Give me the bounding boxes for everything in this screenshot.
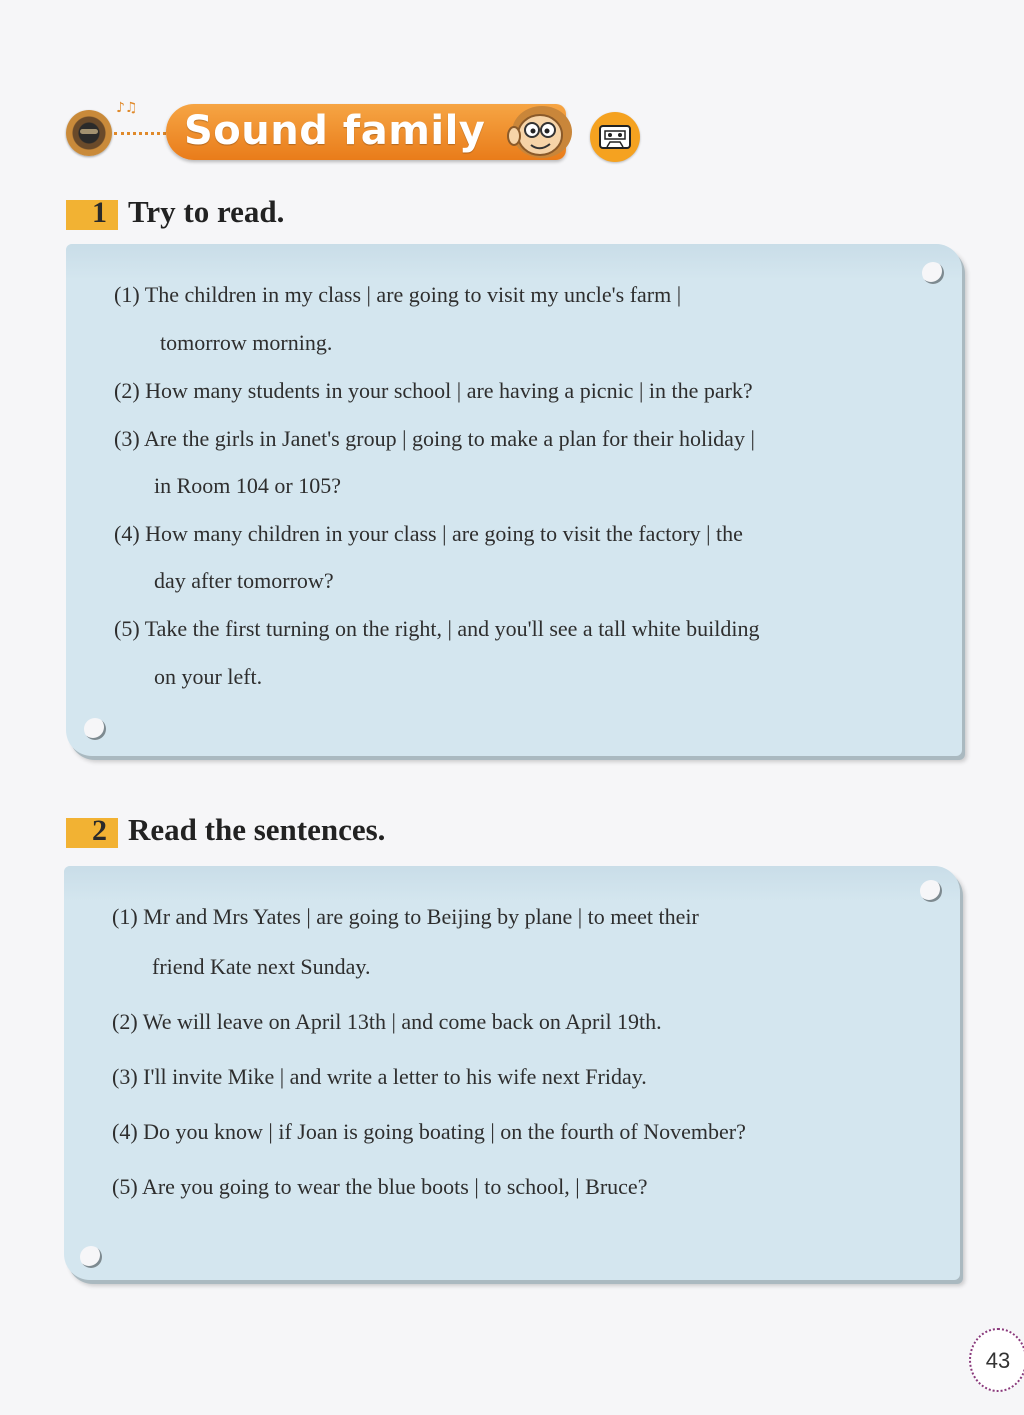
section-title: Try to read.: [128, 194, 285, 229]
sentence-line: (2) We will leave on April 13th | and come back on April 19th.: [112, 1009, 662, 1034]
section-number: 2: [92, 814, 107, 847]
section-title: Read the sentences.: [128, 812, 386, 847]
sentence-line: (5) Take the first turning on the right, | and you'll see a tall white building: [114, 616, 760, 641]
sentence-line: (2) How many students in your school | are having a picnic | in the park?: [114, 378, 753, 403]
sentence-line: (1) The children in my class | are going to visit my uncle's farm |: [114, 282, 682, 307]
page-number: 43: [985, 1348, 1011, 1373]
card-hole: [920, 880, 942, 902]
cassette-icon[interactable]: [590, 112, 640, 162]
sentence-line: (1) Mr and Mrs Yates | are going to Beijing by plane | to meet their: [112, 904, 699, 929]
sentence-line: friend Kate next Sunday.: [152, 954, 371, 979]
dotted-connector: [114, 132, 166, 135]
banner-title: Sound family: [184, 108, 486, 154]
sentence-line: day after tomorrow?: [154, 568, 334, 593]
sentence-line: (3) I'll invite Mike | and write a letter to his wife next Friday.: [112, 1064, 647, 1089]
sentence-line: (4) Do you know | if Joan is going boating | on the fourth of November?: [112, 1119, 746, 1144]
reading-card-1: [66, 244, 962, 756]
music-note-icon: ♪♫: [116, 100, 138, 116]
sound-family-banner: [66, 100, 666, 170]
page-number-badge: [969, 1328, 1024, 1392]
sentence-line: on your left.: [154, 664, 263, 689]
section-2-heading: [66, 812, 566, 852]
card-hole: [84, 718, 106, 740]
speaker-icon: [66, 110, 112, 156]
sentence-line: (4) How many children in your class | are going to visit the factory | the: [114, 521, 743, 546]
sentence-line: tomorrow morning.: [160, 330, 333, 355]
card-hole: [922, 262, 944, 284]
cartoon-face-icon: [504, 102, 576, 162]
section-number: 1: [92, 196, 107, 229]
sentence-line: (5) Are you going to wear the blue boots | to school, | Bruce?: [112, 1174, 648, 1199]
card-hole: [80, 1246, 102, 1268]
sentence-line: (3) Are the girls in Janet's group | going to make a plan for their holiday |: [114, 426, 755, 451]
sentence-line: in Room 104 or 105?: [154, 473, 341, 498]
reading-card-2: [64, 866, 960, 1280]
section-1-heading: [66, 194, 566, 234]
